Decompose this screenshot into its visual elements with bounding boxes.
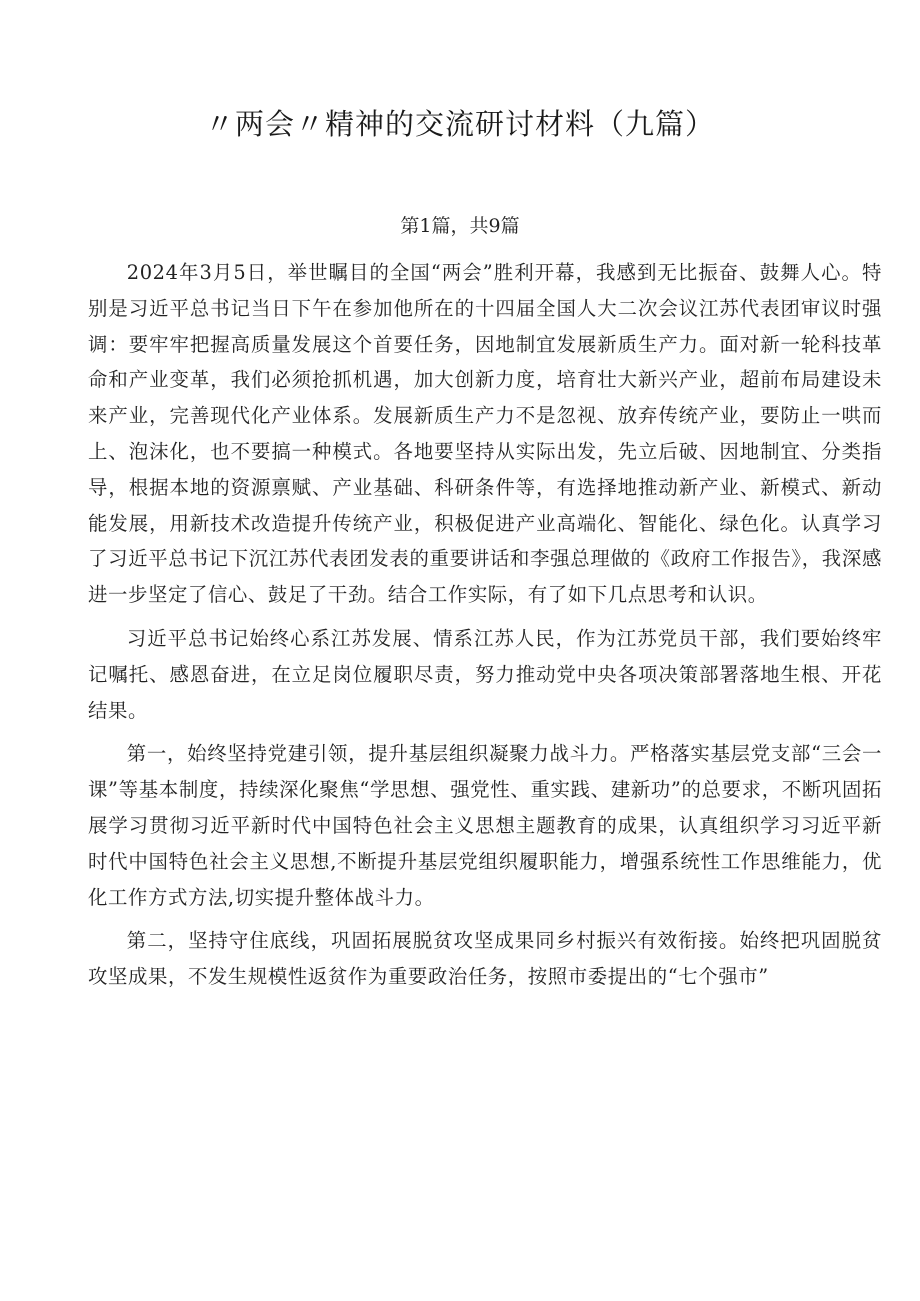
paragraph-point-one: 第一，始终坚持党建引领，提升基层组织凝聚力战斗力。严格落实基层党支部“三会一课”等基本制度，持续深化聚焦“学思想、强党性、重实践、建新功”的总要求，不断巩固拓展学习贯彻习近平新时代中国特色社会主义思想主题教育的成果，认真组织学习习近平新时代中国特色社会主义思想,不断提升基层党组织履职能力，增强系统性工作思维能力，优化工作方式方法,切实提升整体战斗力。	[88, 742, 882, 909]
document-title: 〃两会〃精神的交流研讨材料（九篇）	[204, 107, 715, 141]
section-counter: 第1篇，共9篇	[400, 215, 520, 237]
document-body	[88, 255, 882, 1003]
paragraph-intro: 2024年3月5日，举世瞩目的全国“两会”胜利开幕，我感到无比振奋、鼓舞人心。特别是习近平总书记当日下午在参加他所在的十四届全国人大二次会议江苏代表团审议时强调：要牢牢把握高质量发展这个首要任务，因地制宜发展新质生产力。面对新一轮科技革命和产业变革，我们必须抢抓机遇，加大创新力度，培育壮大新兴产业，超前布局建设未来产业，完善现代化产业体系。发展新质生产力不是忽视、放弃传统产业，要防止一哄而上、泡沫化，也不要搞一种模式。各地要坚持从实际出发，先立后破、因地制宜、分类指导，根据本地的资源禀赋、产业基础、科研条件等，有选择地推动新产业、新模式、新动能发展，用新技术改造提升传统产业，积极促进产业高端化、智能化、绿色化。认真学习了习近平总书记下沉江苏代表团发表的重要讲话和李强总理做的《政府工作报告》，我深感进一步坚定了信心、鼓足了干劲。结合工作实际，有了如下几点思考和认识。	[88, 261, 882, 607]
paragraph-point-two: 第二，坚持守住底线，巩固拓展脱贫攻坚成果同乡村振兴有效衔接。始终把巩固脱贫攻坚成果，不发生规模性返贫作为重要政治任务，按照市委提出的“七个强市”	[88, 929, 882, 989]
paragraph-commitment: 习近平总书记始终心系江苏发展、情系江苏人民，作为江苏党员干部，我们要始终牢记嘱托、感恩奋进，在立足岗位履职尽责，努力推动党中央各项决策部署落地生根、开花结果。	[88, 626, 882, 722]
